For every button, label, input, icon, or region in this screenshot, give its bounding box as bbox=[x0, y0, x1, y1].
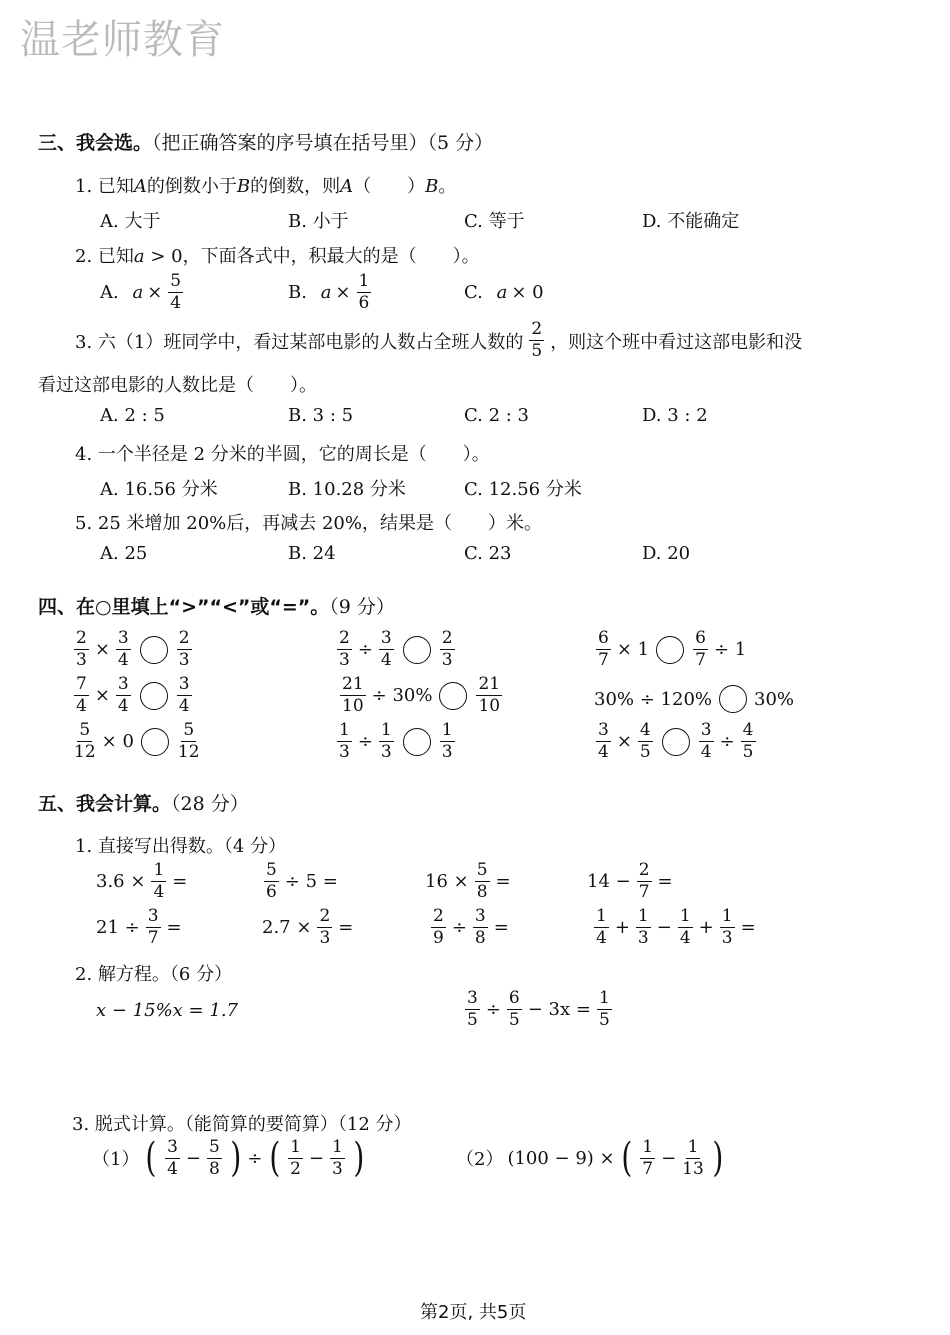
part-5-3-title: 3. 脱式计算。（能简算的要简算）（12 分） bbox=[72, 1114, 412, 1135]
section-4-title: 四、在○里填上“>”“<”或“=”。（9 分） bbox=[38, 596, 395, 618]
question-3-3-line2: 看过这部电影的人数比是（ ）。 bbox=[38, 375, 317, 396]
calc-item: $\frac{5}{6}$ ÷ 5 = bbox=[266, 860, 338, 902]
calc-expression-2: （2） (100 − 9) × ( $\frac{1}{7}$ − $\frac{1}{13}$ ) bbox=[456, 1135, 724, 1181]
answer-circle[interactable] bbox=[141, 728, 169, 756]
calc-item: 2.7 × $\frac{2}{3}$ = bbox=[262, 906, 354, 948]
equation-2: $\frac{3}{5}$ ÷ $\frac{6}{5}$ − 3x = $\frac{1}{5}$ bbox=[467, 988, 610, 1030]
option-3-1-b: B. 小于 bbox=[288, 211, 349, 232]
option-3-1-c: C. 等于 bbox=[464, 211, 525, 232]
answer-circle[interactable] bbox=[656, 636, 684, 664]
compare-item: $\frac{21}{10}$ ÷ 30% $\frac{21}{10}$ bbox=[342, 674, 501, 716]
calc-item: $\frac{2}{9}$ ÷ $\frac{3}{8}$ = bbox=[433, 906, 509, 948]
equation-1: x − 15%x = 1.7 bbox=[96, 1000, 238, 1021]
compare-item: $\frac{2}{3}$ ÷ $\frac{3}{4}$ $\frac{2}{3}$ bbox=[339, 628, 453, 670]
option-3-5-b: B. 24 bbox=[288, 543, 336, 564]
compare-item: 30% ÷ 120% 30% bbox=[594, 685, 794, 713]
option-3-4-c: C. 12.56 分米 bbox=[464, 479, 582, 500]
section-3-title: 三、我会选。（把正确答案的序号填在括号里）（5 分） bbox=[38, 132, 494, 154]
option-3-5-a: A. 25 bbox=[100, 543, 148, 564]
calc-item: 14 − $\frac{2}{7}$ = bbox=[587, 860, 673, 902]
option-3-3-a: A. 2 : 5 bbox=[100, 405, 165, 426]
calc-item: 21 ÷ $\frac{3}{7}$ = bbox=[96, 906, 182, 948]
option-3-3-d: D. 3 : 2 bbox=[642, 405, 708, 426]
option-3-5-d: D. 20 bbox=[642, 543, 691, 564]
calc-item: 3.6 × $\frac{1}{4}$ = bbox=[96, 860, 188, 902]
option-3-1-a: A. 大于 bbox=[100, 211, 161, 232]
answer-circle[interactable] bbox=[719, 685, 747, 713]
page-number: 第2页, 共5页 bbox=[420, 1302, 527, 1323]
compare-item: $\frac{3}{4}$ × $\frac{4}{5}$ $\frac{3}{4}$ ÷ $\frac{4}{5}$ bbox=[598, 720, 754, 762]
part-5-1-title: 1. 直接写出得数。（4 分） bbox=[75, 836, 287, 857]
question-3-2: 2. 已知a > 0，下面各式中，积最大的是（ ）。 bbox=[75, 246, 480, 267]
compare-item: $\frac{7}{4}$ × $\frac{3}{4}$ $\frac{3}{4}$ bbox=[76, 674, 190, 716]
answer-circle[interactable] bbox=[662, 728, 690, 756]
question-3-3: 3. 六（1）班同学中，看过某部电影的人数占全班人数的 $\frac{2}{5}$ ，则这个班中看过这部电影和没 bbox=[75, 319, 803, 361]
compare-item: $\frac{5}{12}$ × 0 $\frac{5}{12}$ bbox=[74, 720, 200, 762]
compare-item: $\frac{1}{3}$ ÷ $\frac{1}{3}$ $\frac{1}{3}$ bbox=[339, 720, 453, 762]
option-3-5-c: C. 23 bbox=[464, 543, 512, 564]
option-3-4-b: B. 10.28 分米 bbox=[288, 479, 406, 500]
calc-expression-1: （1） ( $\frac{3}{4}$ − $\frac{5}{8}$ ) ÷ ( $\frac{1}{2}$ − $\frac{1}{3}$ ) bbox=[92, 1135, 365, 1181]
question-3-5: 5. 25 米增加 20%后，再减去 20%，结果是（ ）米。 bbox=[75, 513, 542, 534]
question-3-4: 4. 一个半径是 2 分米的半圆，它的周长是（ ）。 bbox=[75, 444, 490, 465]
section-5-title: 五、我会计算。（28 分） bbox=[38, 793, 249, 815]
option-3-4-a: A. 16.56 分米 bbox=[100, 479, 218, 500]
question-3-1: 1. 已知A的倒数小于B的倒数，则A（ ）B。 bbox=[75, 176, 457, 197]
answer-circle[interactable] bbox=[403, 728, 431, 756]
answer-circle[interactable] bbox=[439, 682, 467, 710]
calc-item: $\frac{1}{4}$ + $\frac{1}{3}$ − $\frac{1}{4}$ + $\frac{1}{3}$ = bbox=[596, 906, 756, 948]
answer-circle[interactable] bbox=[403, 636, 431, 664]
compare-item: $\frac{2}{3}$ × $\frac{3}{4}$ $\frac{2}{3}$ bbox=[76, 628, 190, 670]
answer-circle[interactable] bbox=[140, 682, 168, 710]
option-3-1-d: D. 不能确定 bbox=[642, 211, 740, 232]
option-3-3-b: B. 3 : 5 bbox=[288, 405, 354, 426]
answer-circle[interactable] bbox=[140, 636, 168, 664]
compare-item: $\frac{6}{7}$ × 1 $\frac{6}{7}$ ÷ 1 bbox=[598, 628, 747, 670]
option-3-2-c: C. a × 0 bbox=[464, 282, 544, 303]
option-3-2-b: B. a × $\frac{1}{6}$ bbox=[288, 271, 370, 313]
option-3-3-c: C. 2 : 3 bbox=[464, 405, 529, 426]
calc-item: 16 × $\frac{5}{8}$ = bbox=[425, 860, 511, 902]
option-3-2-a: A. a × $\frac{5}{4}$ bbox=[100, 271, 182, 313]
part-5-2-title: 2. 解方程。（6 分） bbox=[75, 964, 233, 985]
watermark: 温老师教育 bbox=[20, 17, 225, 63]
